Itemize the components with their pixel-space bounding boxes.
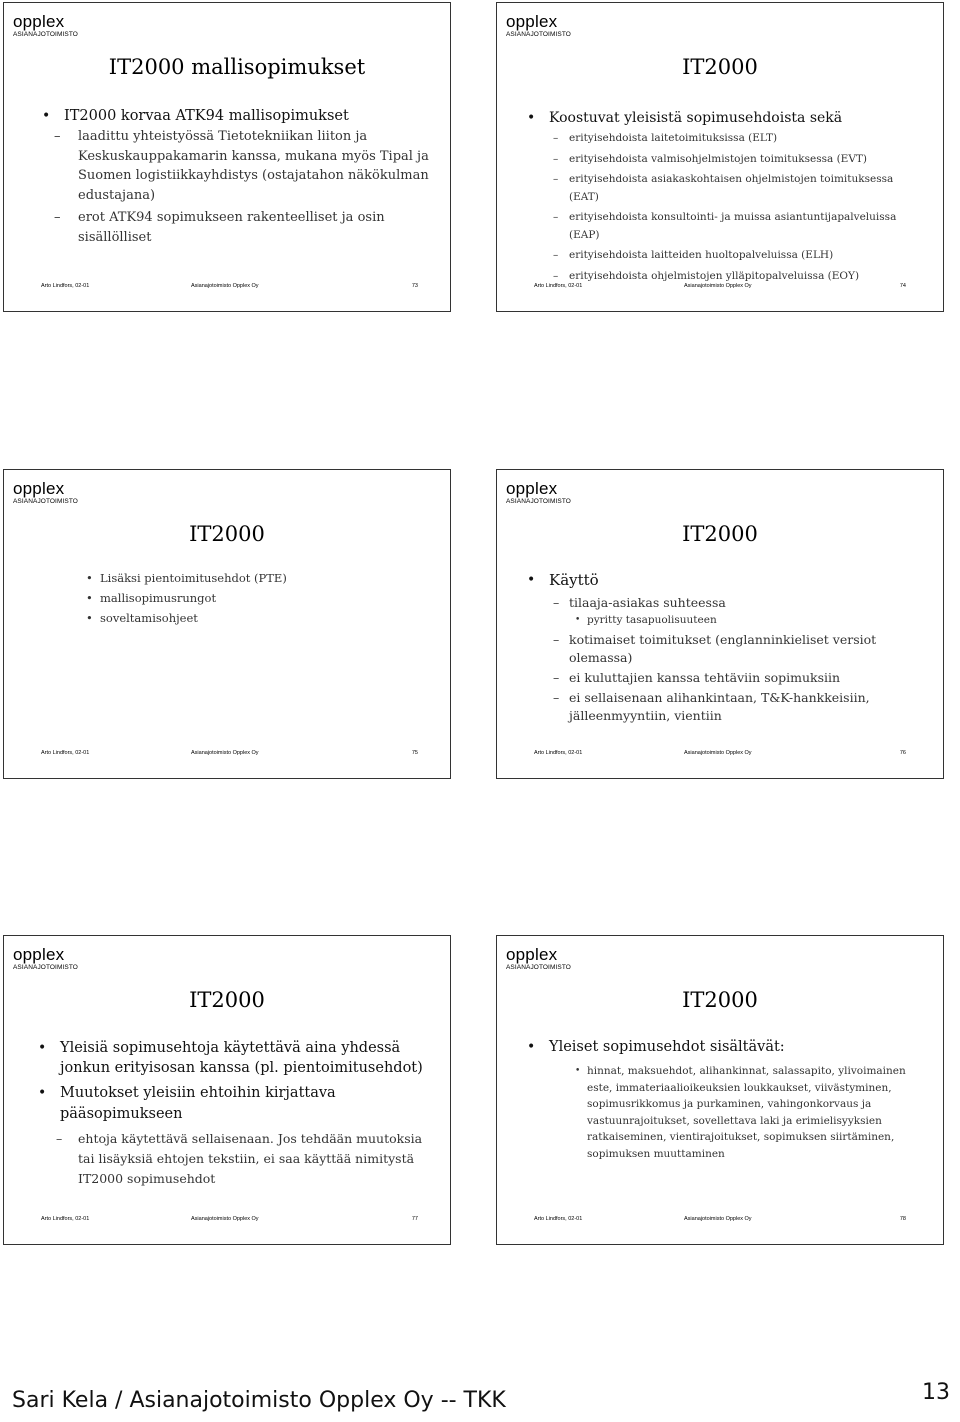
sub-item: – kotimaiset toimitukset (englanninkieliset versiot olemassa)	[553, 631, 877, 665]
bullet-item: • Yleisiä sopimusehtoja käytettävä aina yhdessä jonkun erityisosan kanssa (pl. pientoimitusehdot)	[38, 1040, 423, 1076]
slide-title: IT2000 mallisopimukset	[108, 55, 366, 79]
sub-item: – erot ATK94 sopimukseen rakenteelliset ja osin sisällölliset	[54, 210, 385, 245]
sub-sub-item: • pyritty tasapuolisuuteen	[527, 612, 923, 629]
dash-icon: –	[553, 211, 559, 223]
sub-item: – tilaaja-asiakas suhteessa	[553, 595, 726, 610]
slide-title: IT2000	[189, 522, 265, 546]
bullet-item: • mallisopimusrungot	[86, 588, 430, 608]
slide-body	[38, 1038, 430, 1189]
slide-title: IT2000	[682, 988, 758, 1012]
bullet-dot-icon: •	[527, 110, 536, 126]
slide-footer: Arto Lindfors, 02-01 Asianajotoimisto Opplex Oy 77	[41, 1216, 418, 1222]
dash-icon: –	[54, 210, 61, 225]
dash-icon: –	[553, 595, 560, 610]
slide-74	[496, 2, 944, 312]
slide-body	[42, 107, 430, 247]
dash-icon: –	[553, 249, 559, 261]
slide-footer: Arto Lindfors, 02-01 Asianajotoimisto Opplex Oy 73	[41, 283, 418, 289]
bullet-item: • Lisäksi pientoimitusehdot (PTE)	[86, 568, 430, 588]
sub-item: – erityisehdoista laitetoimituksissa (ELT)	[527, 130, 923, 148]
bullet-item: • soveltamisohjeet	[86, 608, 430, 628]
slide-title: IT2000	[189, 988, 265, 1012]
slide-title: IT2000	[682, 55, 758, 79]
dash-icon: –	[56, 1131, 63, 1146]
bullet-item: • Muutokset yleisiin ehtoihin kirjattava pääsopimukseen	[38, 1085, 336, 1122]
sub-item: – erityisehdoista asiakaskohtaisen ohjelmistojen toimituksessa (EAT)	[553, 173, 894, 203]
dash-icon: –	[553, 152, 559, 165]
sub-item: – erityisehdoista laitteiden huoltopalveluissa (ELH)	[527, 247, 923, 265]
sub-sub-item: • hinnat, maksuehdot, alihankinnat, salassapito, ylivoimainen este, immateriaalioikeuksien loukkaukset, viivästyminen, sopimusrikkomus ja purkaminen, vahingonkorvaus ja vastuunrajoitukset, sovellettava laki ja erimielisyyksien ratkaiseminen, vientirajoitukset, sopimuksen siirtäminen, sopimuksen muuttaminen	[575, 1065, 906, 1160]
opplex-logo: opplex ASIANAJOTOIMISTO	[506, 12, 571, 38]
sub-item: – erityisehdoista konsultointi- ja muissa asiantuntijapalveluissa (EAP)	[553, 211, 897, 241]
bullet-item: • Koostuvat yleisistä sopimusehdoista sekä	[527, 110, 843, 126]
bullet-dot-icon: •	[86, 591, 93, 605]
slide-76	[496, 469, 944, 779]
sub-item: – ei sellaisenaan alihankintaan, T&K-hankkeisiin, jälleenmyyntiin, vientiin	[553, 689, 870, 723]
dash-icon: –	[553, 689, 560, 705]
sub-item: – ehtoja käytettävä sellaisenaan. Jos tehdään muutoksia tai lisäyksiä ehtojen tekstiin, ei saa käyttää nimitystä IT2000 sopimusehdot	[56, 1131, 423, 1186]
slide-75	[3, 469, 451, 779]
slide-footer: Arto Lindfors, 02-01 Asianajotoimisto Opplex Oy 75	[41, 750, 418, 756]
dash-icon: –	[553, 173, 559, 185]
slide-77	[3, 935, 451, 1245]
bullet-item: • IT2000 korvaa ATK94 mallisopimukset	[42, 108, 349, 124]
dash-icon: –	[553, 132, 559, 144]
slide-body	[527, 109, 923, 285]
opplex-logo: opplex ASIANAJOTOIMISTO	[506, 945, 571, 971]
dash-icon: –	[553, 631, 560, 647]
opplex-logo: opplex ASIANAJOTOIMISTO	[13, 479, 78, 505]
bullet-dot-icon: •	[527, 1039, 536, 1055]
opplex-logo: opplex ASIANAJOTOIMISTO	[13, 945, 78, 971]
bullet-dot-icon: •	[86, 611, 93, 625]
bullet-dot-icon: •	[527, 572, 536, 588]
dash-icon: –	[553, 269, 559, 282]
slide-title: IT2000	[682, 522, 758, 546]
slide-78	[496, 935, 944, 1245]
sub-item: – erityisehdoista ohjelmistojen ylläpitopalveluissa (EOY)	[527, 268, 923, 286]
opplex-logo: opplex ASIANAJOTOIMISTO	[13, 12, 78, 38]
sub-item: – laadittu yhteistyössä Tietotekniikan liiton ja Keskuskauppakamarin kanssa, mukana myös Tipal ja Suomen logistiikkayhdistys (ostajatahon näkökulman edustajana)	[54, 129, 429, 203]
sub-item: – erityisehdoista valmisohjelmistojen toimituksessa (EVT)	[527, 151, 923, 169]
page-number: 13	[922, 1380, 950, 1405]
slide-footer: Arto Lindfors, 02-01 Asianajotoimisto Opplex Oy 78	[534, 1216, 906, 1222]
dash-icon: –	[553, 669, 560, 685]
slide-73	[3, 2, 451, 312]
slide-footer: Arto Lindfors, 02-01 Asianajotoimisto Opplex Oy 74	[534, 283, 906, 289]
dash-icon: –	[54, 129, 61, 144]
bullet-dot-icon: •	[38, 1040, 47, 1056]
bullet-item: • Käyttö	[527, 571, 599, 589]
slide-body	[86, 568, 430, 628]
bullet-dot-icon: •	[575, 1066, 581, 1076]
bullet-dot-icon: •	[42, 108, 51, 124]
bullet-dot-icon: •	[38, 1085, 47, 1101]
page-footer-text: Sari Kela / Asianajotoimisto Opplex Oy -- TKK	[12, 1388, 506, 1413]
slide-body	[527, 571, 923, 725]
slide-body	[527, 1038, 913, 1162]
bullet-item: • Yleiset sopimusehdot sisältävät:	[527, 1039, 785, 1055]
slide-footer: Arto Lindfors, 02-01 Asianajotoimisto Opplex Oy 76	[534, 750, 906, 756]
opplex-logo: opplex ASIANAJOTOIMISTO	[506, 479, 571, 505]
bullet-dot-icon: •	[86, 571, 93, 585]
bullet-dot-icon: •	[575, 615, 581, 625]
sub-item: – ei kuluttajien kanssa tehtäviin sopimuksiin	[553, 669, 841, 685]
